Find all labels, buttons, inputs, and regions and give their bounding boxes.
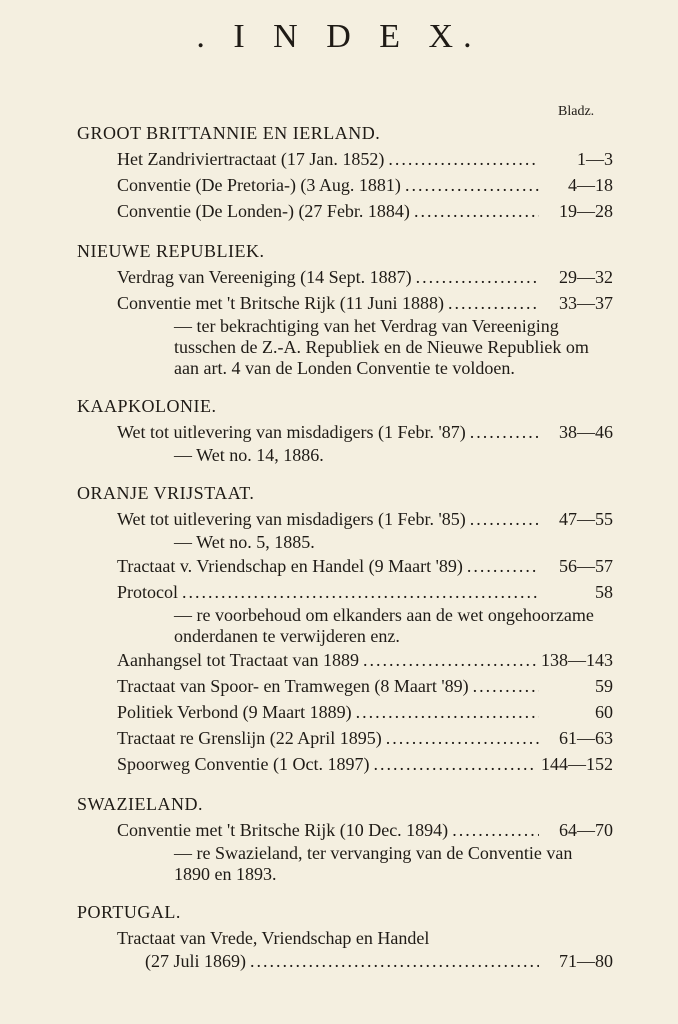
dot-leader [405,172,539,198]
section-heading: ORANJE VRIJSTAAT. [77,483,255,503]
entry-continuation: (27 Juli 1869) [145,951,246,971]
dot-leader [373,751,537,777]
index-section [0,393,678,466]
dot-leader [448,290,539,316]
dot-leader [467,553,539,579]
entry-line [117,198,613,224]
entry-pages: 47—55 [559,509,613,529]
entry-note: — re Swazieland, ter vervanging van de Conventie van 1890 en 1893. [174,843,573,884]
index-entry [117,419,613,466]
entry-title: Tractaat van Vrede, Vriendschap en Handel [117,928,430,948]
entry-pages: 29—32 [559,267,613,287]
entry-line [117,579,613,605]
entry-note: — re voorbehoud om elkanders aan de wet ongehoorzame onderdanen te verwijderen enz. [174,605,594,646]
entry-pages: 71—80 [559,951,613,971]
entry-pages: 144—152 [541,754,613,774]
section-heading: GROOT BRITTANNIE EN IERLAND. [77,123,381,143]
index-entry [117,506,613,553]
page-column-header: Bladz. [558,104,595,119]
section-heading: PORTUGAL. [77,902,181,922]
index-section [0,120,678,224]
dot-leader [388,146,539,172]
entry-line [117,725,613,751]
entry-title: Verdrag van Vereeniging (14 Sept. 1887) [117,267,412,287]
entry-line [117,673,613,699]
index-entry [117,925,613,972]
entry-title: Conventie met 't Britsche Rijk (11 Juni 1888) [117,293,445,313]
dot-leader [356,699,539,725]
entry-title: Conventie (De Pretoria-) (3 Aug. 1881) [117,175,401,195]
dot-leader [416,264,539,290]
entry-note: — ter bekrachtiging van het Verdrag van Vereeniging tusschen de Z.-A. Republiek en de Nieuwe Republiek om aan art. 4 van de Londen Conventie te voldoen. [174,316,589,378]
dot-leader [452,817,539,843]
entry-pages: 56—57 [559,556,613,576]
dot-leader [182,579,539,605]
entry-title: Aanhangsel tot Tractaat van 1889 [117,650,359,670]
index-section [0,238,678,379]
entry-title: Wet tot uitlevering van misdadigers (1 Febr. '85) [117,509,466,529]
entry-title: Politiek Verbond (9 Maart 1889) [117,702,352,722]
index-section [0,791,678,885]
index-body [0,120,678,986]
index-entry [117,751,613,777]
entry-pages: 19—28 [559,201,613,221]
entry-line [117,817,613,843]
entry-pages: 33—37 [559,293,613,313]
index-entry [117,198,613,224]
index-entry [117,290,613,379]
dot-leader [363,647,537,673]
dot-leader [470,506,539,532]
entry-line [117,647,613,673]
section-heading: SWAZIELAND. [77,794,203,814]
entry-line [117,553,613,579]
entry-line [117,146,613,172]
entry-pages: 60 [595,702,613,722]
entry-pages: 58 [595,582,613,602]
dot-leader [414,198,539,224]
entry-continuation-line [145,951,613,972]
page-title: . I N D E X. [196,18,482,55]
entry-title: Protocol [117,582,178,602]
entry-title: Tractaat van Spoor- en Tramwegen (8 Maart '89) [117,676,469,696]
entry-title: Conventie met 't Britsche Rijk (10 Dec. 1894) [117,820,449,840]
dot-leader [470,419,539,445]
dot-leader [473,673,539,699]
entry-title: Tractaat re Grenslijn (22 April 1895) [117,728,382,748]
index-entry [117,579,613,647]
dot-leader [386,725,539,751]
index-entry [117,699,613,725]
entry-title: Het Zandriviertractaat (17 Jan. 1852) [117,149,385,169]
entry-pages: 38—46 [559,422,613,442]
entry-pages: 4—18 [568,175,613,195]
section-heading: KAAPKOLONIE. [77,396,217,416]
index-entry [117,264,613,290]
entry-title: Tractaat v. Vriendschap en Handel (9 Maart '89) [117,556,463,576]
entry-pages: 138—143 [541,650,613,670]
entry-note: — Wet no. 5, 1885. [174,532,315,552]
index-entry [117,725,613,751]
index-entry [117,673,613,699]
index-section [0,480,678,777]
section-heading: NIEUWE REPUBLIEK. [77,241,265,261]
entry-line [117,290,613,316]
entry-pages: 64—70 [559,820,613,840]
entry-pages: 1—3 [577,149,613,169]
index-entry [117,553,613,579]
entry-line [117,925,613,951]
entry-line [117,419,613,445]
entry-line [117,172,613,198]
entry-line [117,699,613,725]
index-entry [117,146,613,172]
entry-note: — Wet no. 14, 1886. [174,445,324,465]
index-entry [117,172,613,198]
index-entry [117,647,613,673]
entry-title: Wet tot uitlevering van misdadigers (1 Febr. '87) [117,422,466,442]
entry-pages: 59 [595,676,613,696]
index-section [0,899,678,972]
dot-leader [250,951,539,972]
index-entry [117,817,613,885]
entry-pages: 61—63 [559,728,613,748]
entry-title: Conventie (De Londen-) (27 Febr. 1884) [117,201,410,221]
entry-line [117,264,613,290]
entry-line [117,506,613,532]
entry-title: Spoorweg Conventie (1 Oct. 1897) [117,754,370,774]
entry-line [117,751,613,777]
